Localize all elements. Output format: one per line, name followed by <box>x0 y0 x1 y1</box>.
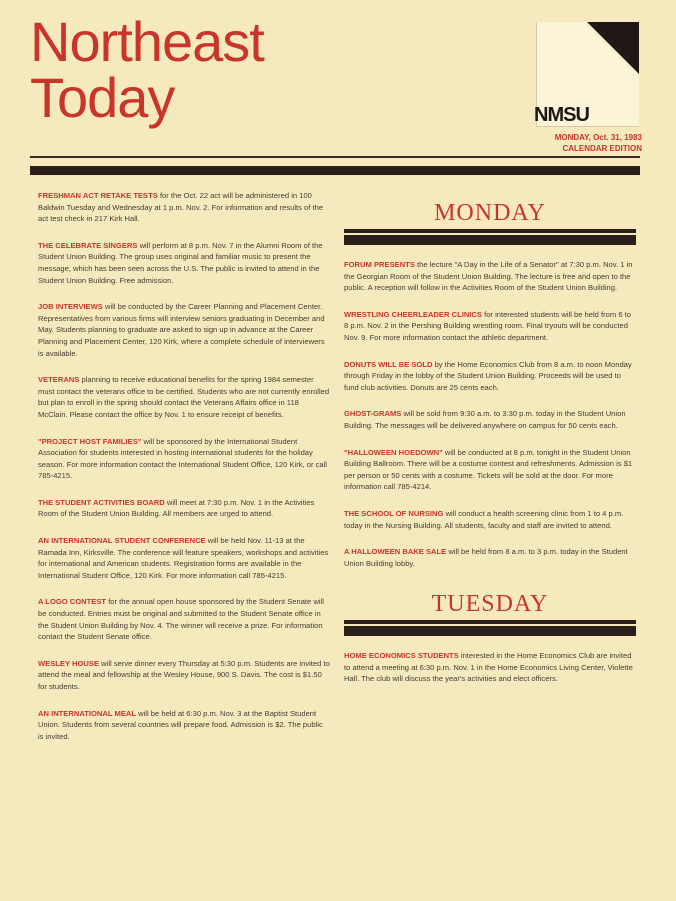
logo-corner-triangle <box>587 22 639 74</box>
item-lead: "HALLOWEEN HOEDOWN" <box>344 447 443 457</box>
item-lead: HOME ECONOMICS STUDENTS <box>344 651 459 661</box>
calendar-item <box>344 309 636 344</box>
left-column <box>38 190 330 757</box>
monday-divider <box>344 233 636 245</box>
item-body: will perform at 8 p.m. Nov. 7 in the Alumni Room of the Student Union Building. The group uses original and familiar music to present the message, which has been seen across the U.S. The public is invited to attend in the Student Union Building. Free admission. <box>38 240 323 285</box>
item-lead: JOB INTERVIEWS <box>38 302 103 312</box>
item-lead: A LOGO CONTEST <box>38 597 107 607</box>
item-lead: THE SCHOOL OF NURSING <box>344 508 444 518</box>
edition-label: CALENDAR EDITION <box>562 144 642 153</box>
calendar-item <box>38 436 330 482</box>
item-lead: AN INTERNATIONAL STUDENT CONFERENCE <box>38 536 206 546</box>
item-body: for the Oct. 22 act will be administered in 100 Baldwin Tuesday and Wednesday at 1 p.m. Nov. 2. For information and results of the act test check in 217 Kirk Hall. <box>38 191 324 224</box>
calendar-item <box>344 508 636 531</box>
calendar-item <box>38 535 330 581</box>
calendar-item <box>38 374 330 420</box>
title-line-1: Northeast <box>30 10 264 73</box>
calendar-item <box>344 259 636 294</box>
item-body: by the Home Economics Club from 8 a.m. to noon Monday through Friday in the lobby of the Student Union Building. Proceeds will be used to fund club activities. Donuts are 25 cents each. <box>344 359 632 392</box>
item-body: will meet at 7:30 p.m. Nov. 1 in the Activities Room of the Student Union Building. All members are urged to attend. <box>38 497 315 519</box>
calendar-item <box>344 650 636 685</box>
masthead-title <box>30 10 264 129</box>
title-line-2: Today <box>30 66 175 129</box>
calendar-item <box>38 658 330 693</box>
item-body: for the annual open house sponsored by the Student Senate will be conducted. Entries must be original and submitted to the Student Senate office in the Student Union Building by Nov. 4. The winner will receive a prize. For information contact the Student Senate office. <box>38 597 324 642</box>
item-body: will be held from 8 a.m. to 3 p.m. today in the Student Union Building lobby. <box>344 547 628 568</box>
item-body: will be conducted by the Career Planning and Placement Center. Representatives from various firms will interview seniors graduating in December and May. Students planning to graduate are asked to sign up in advance at the Career Planning and Placement Center, 120 Kirk, where a complete schedule of interviewers is available. <box>38 302 325 358</box>
tuesday-heading: TUESDAY <box>431 591 549 618</box>
item-lead: WESLEY HOUSE <box>38 658 100 668</box>
calendar-item <box>344 359 636 394</box>
calendar-item <box>344 408 636 431</box>
item-lead: "PROJECT HOST FAMILIES" <box>38 436 142 446</box>
monday-heading: MONDAY <box>434 200 546 226</box>
masthead-divider <box>30 156 640 158</box>
tuesday-list <box>344 650 636 685</box>
item-lead: WRESTLING CHEERLEADER CLINICS <box>344 309 482 319</box>
calendar-item <box>344 447 636 493</box>
item-body: will be held at 6:30 p.m. Nov. 3 at the Baptist Student Union. Students from several countries will prepare food. Admission is $2. The public is invited. <box>38 708 323 741</box>
item-lead: FRESHMAN ACT RETAKE TESTS <box>38 191 158 200</box>
item-body: will conduct a health screening clinic from 1 to 4 p.m. today in the Nursing Building. All students, faculty and staff are invited to attend. <box>344 508 624 530</box>
calendar-item <box>344 546 636 569</box>
right-column <box>344 190 636 700</box>
item-lead: FORUM PRESENTS <box>344 260 415 269</box>
item-body: the lecture "A Day in the Life of a Senator" at 7:30 p.m. Nov. 1 in the Georgian Room of the Student Union Building. The lecture is free and open to the public. A reception will follow in the Activities Room of the Student Union Building. <box>344 260 633 293</box>
calendar-item <box>38 301 330 359</box>
item-body: for interested students will be held from 6 to 8 p.m. Nov. 2 in the Pershing Building wrestling room. Final tryouts will be conducted Nov. 9. For more information contact the athletic department. <box>344 309 631 342</box>
item-body: will be sponsored by the International Student Association for students interested in hosting international students for the holiday season. For more information contact the International Student Office, 120 Kirk, or call 785-4215. <box>38 436 327 481</box>
item-body: interested in the Home Economics Club are invited to attend a meeting at 6:30 p.m. Nov. 1 in the Home Economics Living Center, Violette Hall. The club will discuss the year's activities and elect officers. <box>344 651 633 684</box>
item-lead: THE STUDENT ACTIVITIES BOARD <box>38 497 165 507</box>
item-lead: AN INTERNATIONAL MEAL <box>38 708 137 718</box>
calendar-item <box>38 596 330 642</box>
calendar-item <box>38 497 330 520</box>
item-body: will be held Nov. 11-13 at the Ramada Inn, Kirksville. The conference will feature speakers, workshops and activities for international and American students. Registration forms are available in the International Student Office, 120 Kirk. For more information call 785-4215. <box>38 536 329 580</box>
item-body: will be conducted at 8 p.m. tonight in the Student Union Building Ballroom. There will be a costume contest and refreshments. Admission is $1 per person or 50 cents with a costume. Tickets will be sold at the door. For more information call 785-4214. <box>344 447 633 492</box>
item-body: will be sold from 9:30 a.m. to 3:30 p.m. today in the Student Union Building. The messages will be delivered anywhere on campus for 50 cents each. <box>344 409 626 430</box>
issue-date: MONDAY, Oct. 31, 1983 <box>554 133 642 142</box>
item-lead: A HALLOWEEN BAKE SALE <box>344 547 447 557</box>
calendar-item <box>38 190 330 225</box>
edition-info <box>506 132 642 154</box>
calendar-item <box>38 240 330 286</box>
item-lead: GHOST-GRAMS <box>344 409 402 419</box>
item-body: will serve dinner every Thursday at 5:30 p.m. Students are invited to attend the meal and fellowship at the Wesley House, 900 S. Davis. The cost is $1.50 for students. <box>38 658 330 691</box>
monday-list <box>344 259 636 569</box>
item-lead: DONUTS WILL BE SOLD <box>344 359 433 369</box>
item-lead: THE CELEBRATE SINGERS <box>38 240 138 250</box>
logo-text: NMSU <box>534 104 589 126</box>
item-body: planning to receive educational benefits for the spring 1984 semester must contact the veterans office to be certified. Students who are not currently enrolled but plan to enroll in the spring should contact the Veterans Affairs office in 118 McClain. Please contact the office by Nov. 1 to ensure receipt of benefits. <box>38 375 330 419</box>
calendar-item <box>38 708 330 743</box>
tuesday-divider <box>344 624 636 636</box>
masthead-bar <box>30 166 640 175</box>
item-lead: VETERANS <box>38 375 80 385</box>
